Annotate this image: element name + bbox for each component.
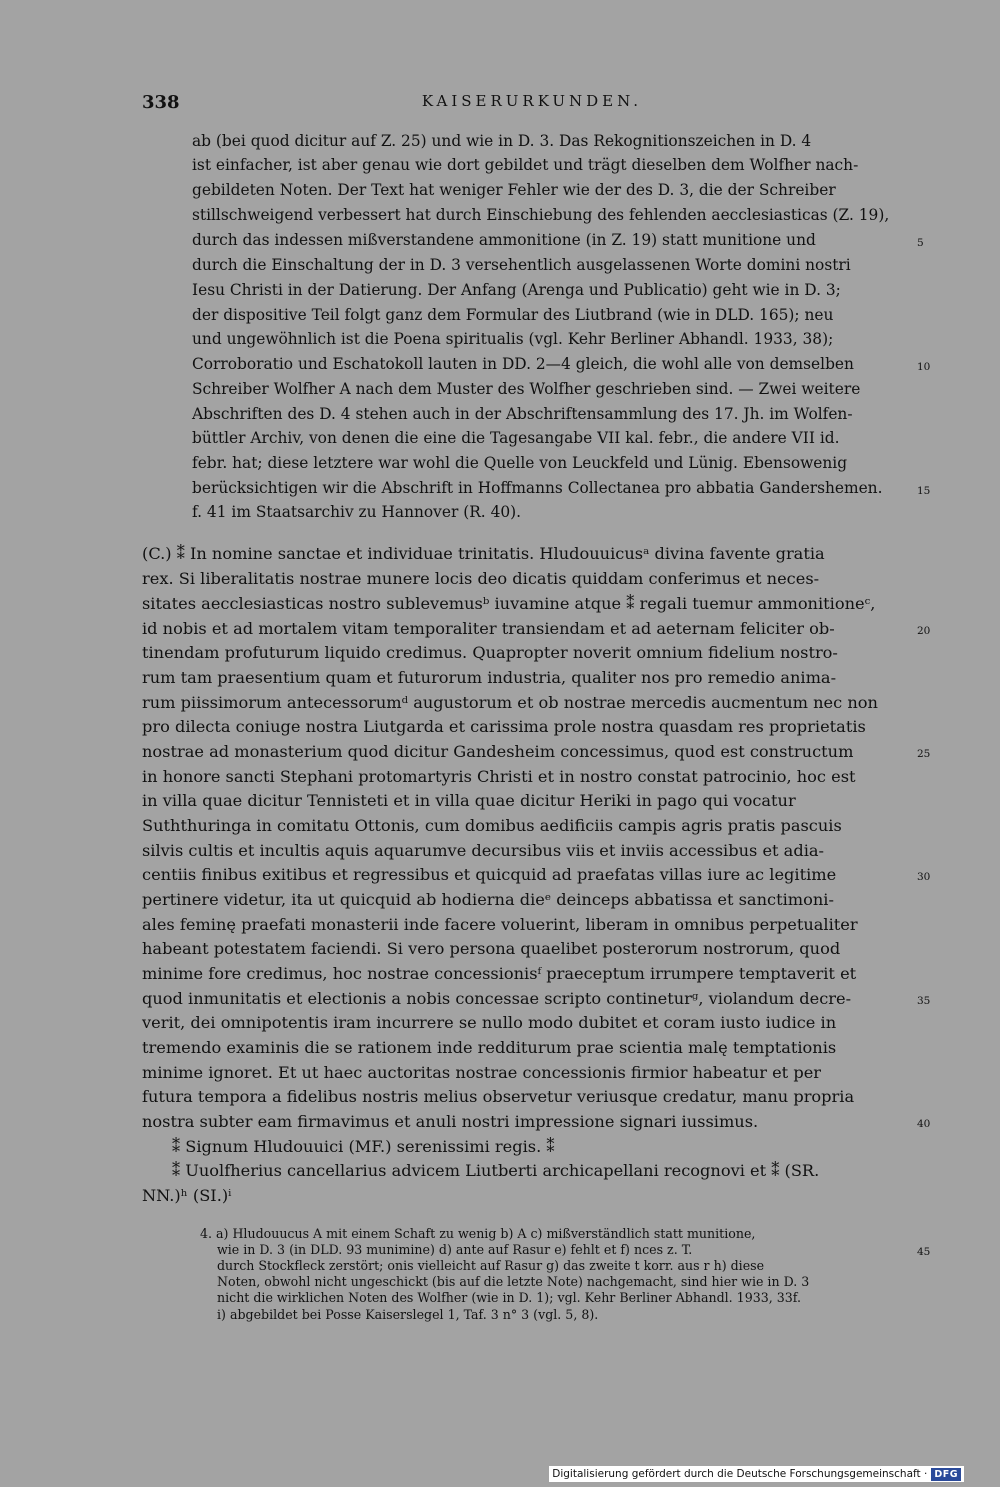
charter-line: nostra subter eam firmavimus et anuli nostri impressione signari iussimus. xyxy=(142,1112,759,1131)
footnote-line: 4. a) Hludouucus A mit einem Schaft zu wenig b) A c) mißverständlich statt munitione, xyxy=(200,1226,756,1241)
recognition-line: ⁑ Uuolfherius cancellarius advicem Liutberti archicapellani recognovi et ⁑ (SR. xyxy=(172,1161,820,1180)
commentary-line: f. 41 im Staatsarchiv zu Hannover (R. 40). xyxy=(192,503,522,521)
charter-line: pro dilecta coniuge nostra Liutgarda et carissima prole nostra quasdam res proprietatis xyxy=(142,717,866,736)
charter-line: tinendam profuturum liquido credimus. Quapropter noverit omnium fidelium nostro- xyxy=(142,643,838,662)
margin-line-number: 5 xyxy=(917,237,924,249)
footnote-line: Noten, obwohl nicht ungeschickt (bis auf die letzte Note) nachgemacht, sind hier wie in D. 3 xyxy=(217,1274,810,1289)
charter-line: minime fore credimus, hoc nostrae concessionisᶠ praeceptum irrumpere temptaverit et xyxy=(142,964,857,983)
charter-line: quod inmunitatis et electionis a nobis concessae scripto contineturᵍ, violandum decre- xyxy=(142,989,852,1008)
charter-line: ales feminę praefati monasterii inde facere voluerint, liberam in omnibus perpetualiter xyxy=(142,915,858,934)
margin-line-number: 25 xyxy=(917,748,931,760)
charter-line: centiis finibus exitibus et regressibus et quicquid ad praefatas villas iure ac legitime xyxy=(142,865,837,884)
running-title: KAISERURKUNDEN. xyxy=(421,92,643,110)
charter-line: in honore sancti Stephani protomartyris Christi et in nostro constat patrocinio, hoc est xyxy=(142,767,856,786)
charter-line: silvis cultis et incultis aquis aquarumve decursibus viis et inviis accessibus et adia- xyxy=(142,841,824,860)
charter-line: tremendo examinis die se rationem inde redditurum prae scientia malę temptationis xyxy=(142,1038,837,1057)
margin-line-number: 20 xyxy=(917,625,931,637)
commentary-line: Iesu Christi in der Datierung. Der Anfang (Arenga und Publicatio) geht wie in D. 3; xyxy=(192,281,841,299)
commentary-line: büttler Archiv, von denen die eine die Tagesangabe VII kal. febr., die andere VII id. xyxy=(192,429,840,447)
commentary-line: febr. hat; diese letztere war wohl die Quelle von Leuckfeld und Lünig. Ebensowenig xyxy=(192,454,848,472)
charter-line: id nobis et ad mortalem vitam temporaliter transiendam et ad aeternam feliciter ob- xyxy=(142,619,835,638)
commentary-line: stillschweigend verbessert hat durch Einschiebung des fehlenden aecclesiasticas (Z. 19), xyxy=(192,206,890,224)
charter-line: minime ignoret. Et ut haec auctoritas nostrae concessionis firmior habeatur et per xyxy=(142,1063,822,1082)
charter-line: sitates aecclesiasticas nostro sublevemusᵇ iuvamine atque ⁑ regali tuemur ammonitioneᶜ, xyxy=(142,594,876,613)
commentary-line: der dispositive Teil folgt ganz dem Formular des Liutbrand (wie in DLD. 165); neu xyxy=(192,306,834,324)
charter-line: verit, dei omnipotentis iram incurrere se nullo modo dubitet et coram iusto iudice in xyxy=(142,1013,837,1032)
commentary-line: berücksichtigen wir die Abschrift in Hoffmanns Collectanea pro abbatia Gandershemen. xyxy=(192,479,883,497)
margin-line-number: 35 xyxy=(917,995,931,1007)
charter-line: (C.) ⁑ In nomine sanctae et individuae trinitatis. Hludouuicusᵃ divina favente gratia xyxy=(142,544,825,563)
charter-line: nostrae ad monasterium quod dicitur Gandesheim concessimus, quod est constructum xyxy=(142,742,854,761)
commentary-line: durch die Einschaltung der in D. 3 versehentlich ausgelassenen Worte domini nostri xyxy=(192,256,851,274)
charter-line: futura tempora a fidelibus nostris melius observetur veriusque credatur, manu propria xyxy=(142,1087,855,1106)
commentary-line: durch das indessen mißverstandene ammonitione (in Z. 19) statt munitione und xyxy=(192,231,816,249)
footnote-line: nicht die wirklichen Noten des Wolfher (wie in D. 1); vgl. Kehr Berliner Abhandl. 1933, 33f. xyxy=(217,1290,801,1305)
commentary-line: und ungewöhnlich ist die Poena spiritualis (vgl. Kehr Berliner Abhandl. 1933, 38); xyxy=(192,330,834,348)
commentary-line: ab (bei quod dicitur auf Z. 25) und wie in D. 3. Das Rekognitionszeichen in D. 4 xyxy=(192,132,812,150)
commentary-line: ist einfacher, ist aber genau wie dort gebildet und trägt dieselben dem Wolfher nach- xyxy=(192,156,859,174)
charter-line: rum piissimorum antecessorumᵈ augustorum et ob nostrae mercedis aucmentum nec non xyxy=(142,693,878,712)
digitization-credit xyxy=(549,1466,964,1482)
charter-line: pertinere videtur, ita ut quicquid ab hodierna dieᵉ deinceps abbatissa et sanctimoni- xyxy=(142,890,834,909)
commentary-line: gebildeten Noten. Der Text hat weniger Fehler wie der des D. 3, die der Schreiber xyxy=(192,181,836,199)
charter-line: in villa quae dicitur Tennisteti et in villa quae dicitur Heriki in pago qui vocatur xyxy=(142,791,796,810)
margin-line-number: 10 xyxy=(917,361,931,373)
charter-line: habeant potestatem faciendi. Si vero persona quaelibet posterorum nostrorum, quod xyxy=(142,939,841,958)
margin-line-number: 45 xyxy=(917,1246,931,1258)
footnote-line: i) abgebildet bei Posse Kaiserslegel 1, Taf. 3 n° 3 (vgl. 5, 8). xyxy=(217,1307,599,1322)
credit-text: Digitalisierung gefördert durch die Deutsche Forschungsgemeinschaft · xyxy=(552,1468,928,1480)
commentary-line: Corroboratio und Eschatokoll lauten in DD. 2—4 gleich, die wohl alle von demselben xyxy=(192,355,854,373)
commentary-line: Abschriften des D. 4 stehen auch in der Abschriftensammlung des 17. Jh. im Wolfen- xyxy=(192,405,853,423)
charter-line: Suththuringa in comitatu Ottonis, cum domibus aedificiis campis agris pratis pascuis xyxy=(142,816,842,835)
footnote-line: wie in D. 3 (in DLD. 93 munimine) d) ante auf Rasur e) fehlt et f) nces z. T. xyxy=(217,1242,693,1257)
margin-line-number: 30 xyxy=(917,871,931,883)
footnote-line: durch Stockfleck zerstört; onis vielleicht auf Rasur g) das zweite t korr. aus r h) diese xyxy=(217,1258,765,1273)
charter-line: rex. Si liberalitatis nostrae munere locis deo dicatis quiddam conferimus et neces- xyxy=(142,569,820,588)
signum-line: ⁑ Signum Hludouuici (MF.) serenissimi regis. ⁑ xyxy=(172,1137,555,1156)
commentary-line: Schreiber Wolfher A nach dem Muster des Wolfher geschrieben sind. — Zwei weitere xyxy=(192,380,861,398)
page-header xyxy=(142,92,922,116)
recognition-line: NN.)ʰ (SI.)ⁱ xyxy=(142,1186,232,1205)
charter-line: rum tam praesentium quam et futurorum industria, qualiter nos pro remedio anima- xyxy=(142,668,837,687)
margin-line-number: 15 xyxy=(917,485,931,497)
margin-line-number: 40 xyxy=(917,1118,931,1130)
page-number: 338 xyxy=(142,92,180,113)
dfg-logo: DFG xyxy=(931,1468,961,1481)
